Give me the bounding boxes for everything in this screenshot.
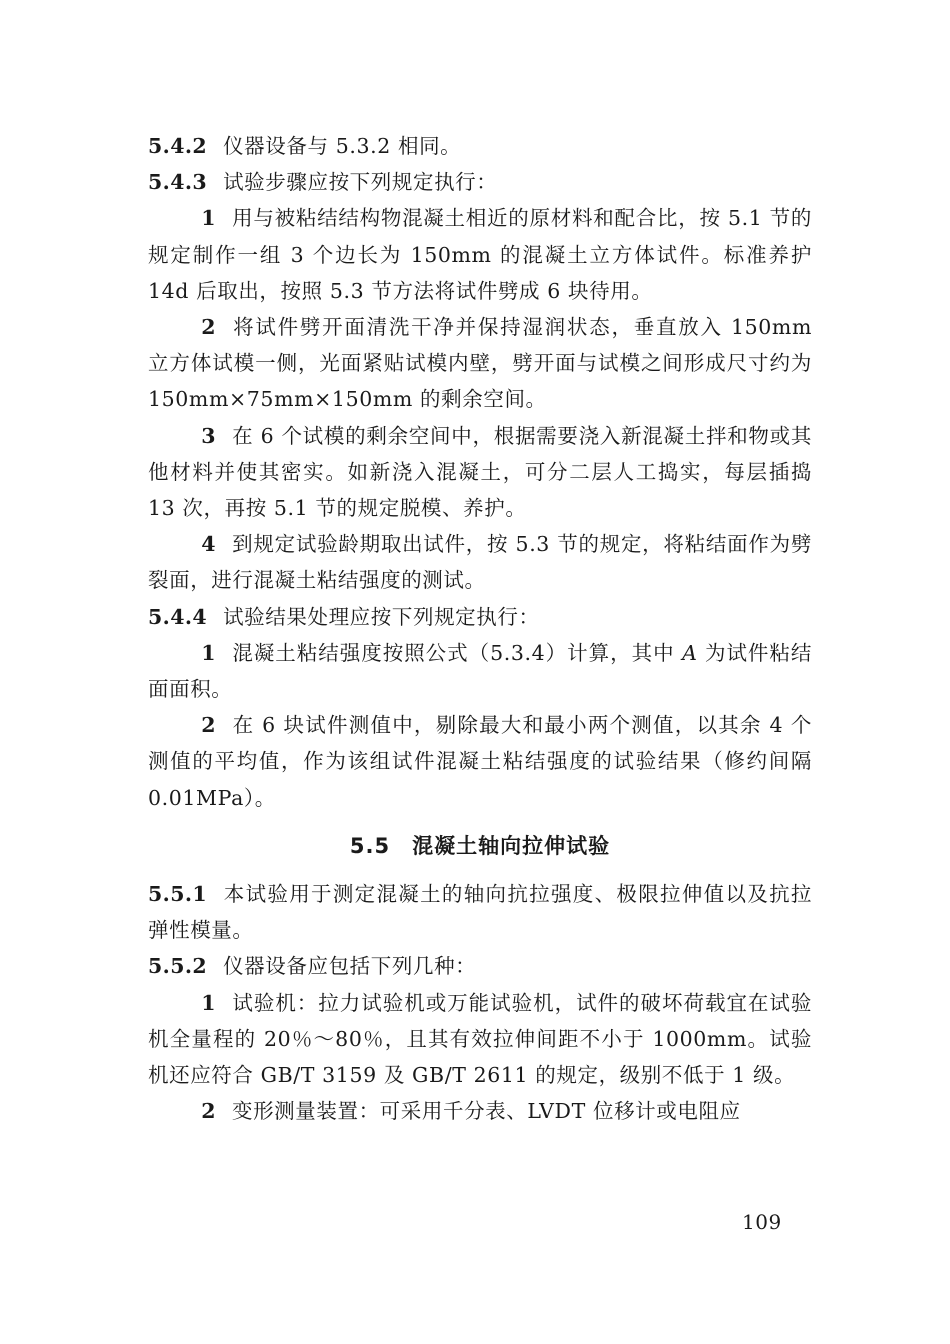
clause-5-5-1 [148, 876, 812, 948]
item-number: 2 [201, 1099, 216, 1124]
clause-number: 5.4.2 [148, 134, 208, 158]
clause-number: 5.4.3 [148, 170, 208, 195]
item-text: 变形测量装置：可采用千分表、LVDT 位移计或电阻应 [231, 1099, 741, 1124]
item-number: 1 [201, 990, 216, 1015]
section-heading [148, 828, 812, 864]
page-number: 109 [742, 1210, 782, 1234]
item-5-5-2-1 [148, 985, 812, 1094]
clause-number: 5.5.1 [148, 882, 208, 907]
clause-text: 仪器设备应包括下列几种： [223, 954, 477, 979]
clause-number: 5.5.2 [148, 954, 208, 979]
clause-5-4-2 [148, 128, 812, 164]
clause-text: 仪器设备与 5.3.2 相同。 [223, 134, 462, 158]
item-5-4-4-1 [148, 635, 812, 707]
item-5-4-3-3 [148, 418, 812, 527]
item-text: 将试件劈开面清洗干净并保持湿润状态，垂直放入 150mm 立方体试模一侧，光面紧贴试模内壁，劈开面与试模之间形成尺寸约为 150mm×75mm×150mm 的剩余空间。 [148, 315, 812, 412]
clause-text: 试验步骤应按下列规定执行： [223, 170, 498, 195]
item-number: 3 [201, 423, 216, 448]
item-text: 试验机：拉力试验机或万能试验机，试件的破坏荷载宜在试验机全量程的 20％～80％，且其有效拉伸间距不小于 1000mm。试验机还应符合 GB/T 3159 及 GB/T 2611 的规定，级别不低于 1 级。 [148, 990, 812, 1088]
item-number: 1 [201, 640, 216, 665]
item-text: 在 6 个试模的剩余空间中，根据需要浇入新混凝土拌和物或其他材料并使其密实。如新浇入混凝土，可分二层人工捣实，每层插捣 13 次，再按 5.1 节的规定脱模、养护。 [148, 423, 812, 521]
clause-5-4-3 [148, 164, 812, 200]
item-5-4-3-2 [148, 309, 812, 418]
math-symbol: A [682, 640, 698, 665]
item-text: 用与被粘结结构物混凝土相近的原材料和配合比，按 5.1 节的规定制作一组 3 个边长为 150mm 的混凝土立方体试件。标准养护 14d 后取出，按照 5.3 节方法将试件劈成 6 块待用。 [148, 206, 812, 303]
item-number: 2 [201, 315, 216, 340]
item-5-4-4-2 [148, 707, 812, 816]
item-text: 在 6 块试件测值中，剔除最大和最小两个测值，以其余 4 个测值的平均值，作为该组试件混凝土粘结强度的试验结果（修约间隔 0.01MPa）。 [148, 713, 812, 810]
clause-number: 5.4.4 [148, 604, 208, 629]
body-text [148, 128, 812, 1129]
item-number: 2 [201, 713, 216, 738]
clause-text: 试验结果处理应按下列规定执行： [223, 604, 540, 629]
item-5-5-2-2 [148, 1093, 812, 1129]
clause-5-4-4 [148, 599, 812, 635]
section-number: 5.5 [349, 833, 391, 858]
item-5-4-3-4 [148, 526, 812, 598]
clause-5-5-2 [148, 948, 812, 984]
item-5-4-3-1 [148, 200, 812, 309]
item-text: 混凝土粘结强度按照公式（5.3.4）计算，其中 [231, 640, 675, 665]
item-text: 为试件粘结面面积。 [148, 640, 812, 702]
clause-text: 本试验用于测定混凝土的轴向抗拉强度、极限拉伸值以及抗拉弹性模量。 [148, 882, 812, 943]
section-title: 混凝土轴向拉伸试验 [412, 833, 611, 858]
item-number: 4 [201, 532, 216, 557]
item-text: 到规定试验龄期取出试件，按 5.3 节的规定，将粘结面作为劈裂面，进行混凝土粘结强度的测试。 [148, 532, 812, 593]
item-number: 1 [201, 206, 216, 231]
